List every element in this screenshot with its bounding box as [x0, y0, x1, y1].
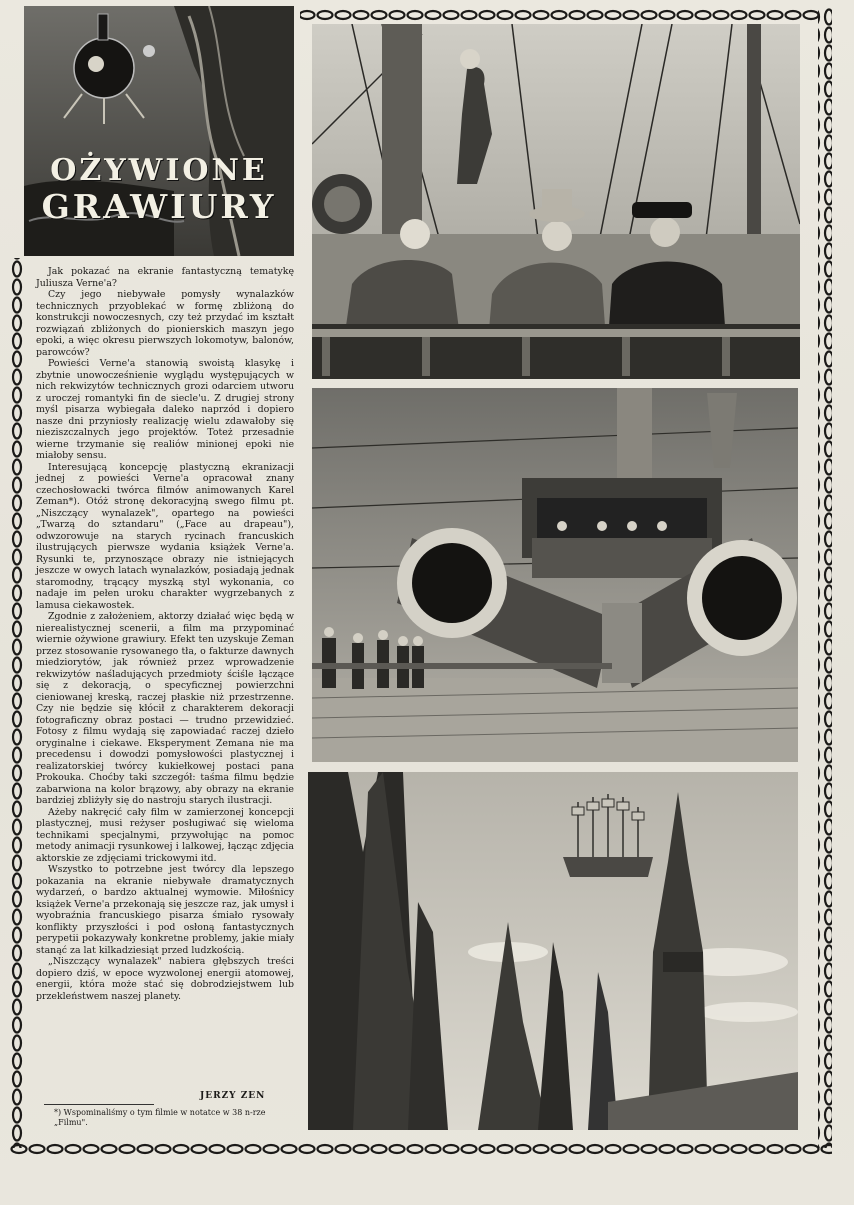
- film-still-ship-deck: [312, 24, 800, 379]
- paragraph: Powieści Verne'a stanowią swoistą klasykę i zbytnie unowocześnienie wyglądu występujących w nich rekwizytów technicznych grozi odarciem utworu z uroczej romantyki fin de siecle'u. Z drugiej strony myśl pisarza wybiegała daleko naprzód i dopiero nasze dni przyniosły realizację wielu zdawałoby się nieziszczalnych jego projektów. Toteż przesadnie wierne trzymanie się realiów minionej epoki nie miałoby sensu.: [36, 358, 294, 461]
- ship-deck-image: [312, 24, 800, 379]
- paragraph: „Niszczący wynalazek" nabiera głębszych treści dopiero dziś, w epoce wyzwolonej energii atomowej, energii, która może stać się dobrodziejstwem lub przekleństwem naszej planety.: [36, 956, 294, 1002]
- film-still-battleship-guns: [312, 388, 798, 762]
- paragraph: Czy jego niebywałe pomysły wynalazków technicznych przyoblekać w formę zbliżoną do konstrukcji nowoczesnych, czy też przydać im kształt rozwiązań zbliżonych do pionierskich maszyn jego epoki, a więc okresu pierwszych lokomotyw, balonów, parowców?: [36, 289, 294, 358]
- footnote: *) Wspominaliśmy o tym filmie w notatce w 38 n-rze „Filmu".: [54, 1108, 266, 1127]
- article-title: [34, 153, 284, 226]
- battleship-guns-image: [312, 388, 798, 762]
- film-still-cathedral-airship: [308, 772, 798, 1130]
- paragraph: Ażeby nakręcić cały film w zamierzonej koncepcji plastycznej, musi reżyser posługiwać się wieloma technikami specjalnymi, przywołując na pomoc metody animacji rysunkowej i lalkowej, łącząc zdjęcia aktorskie ze zdjęciami trickowymi itd.: [36, 806, 294, 864]
- title-line-1: OŻYWIONE: [50, 153, 268, 188]
- header-illustration: [24, 6, 294, 256]
- paragraph: Wszystko to potrzebne jest twórcy dla lepszego pokazania na ekranie niebywałe dramatycznych wydarzeń, o bardzo aktualnej wymowie. Miłośnicy książek Verne'a przekonają się jeszcze raz, jak umysł i wyobraźnia francuskiego pisarza śmiało rysowały konflikty przyszłości i pod osłoną fantastycznych perypetii pokazywały konkretne problemy, jakie miały stanąć za lat kilkadziesiąt przed ludzkością.: [36, 864, 294, 956]
- author-signature: JERZY ZEN: [200, 1091, 266, 1101]
- paragraph: Jak pokazać na ekranie fantastyczną tematykę Juliusza Verne'a?: [36, 266, 294, 289]
- article-body: [36, 266, 294, 1002]
- paragraph: Zgodnie z założeniem, aktorzy działać więc będą w nierealistycznej scenerii, a film ma przypominać wiernie ożywione grawiury. Efekt ten uzyskuje Zeman przez stosowanie rysowanego tła, o fakturze dawnych miedziorytów, jak również przez wprowadzenie rekwizytów naśladujących przedmioty ściśle łączące się z dekoracją, o specyficznej powierzchni cieniowanej kreską, raczej płaskie niż przestrzenne. Czy nie będzie się kłócił z charakterem dekoracji fotograficzny obraz postaci — trudno przewidzieć. Fotosy z filmu wydają się zapowiadać raczej dzieło oryginalne i ciekawe. Eksperyment Zemana nie ma precedensu i dowodzi pomysłowości plastycznej i realizatorskiej twórcy kukiełkowej postaci pana Prokouka. Choćby taki szczegół: taśma filmu będzie zabarwiona na kolor brązowy, aby obrazy na ekranie bardziej zbliżyły się do nastroju starych ilustracji.: [36, 611, 294, 806]
- title-line-2: GRAWIURY: [41, 187, 277, 226]
- paragraph: Interesującą koncepcję plastyczną ekranizacji jednej z powieści Verne'a opracował znany czechosłowacki twórca filmów animowanych Karel Zeman*). Otóż stronę dekoracyjną swego filmu pt. „Niszczący wynalazek", opartego na powieści „Twarzą do sztandaru" („Face au drapeau"), odwzorowuje na starych rycinach francuskich ilustrujących pierwsze wydania książek Verne'a. Rysunki te, przynoszące obrazy nie istniejących jeszcze w owych latach wynalazków, posiadają jednak staromodny, trącący myszką styl wykonania, co nadaje im pełen uroku charakter wygrzebanych z lamusa ciekawostek.: [36, 461, 294, 611]
- footnote-divider: [44, 1104, 154, 1105]
- cathedral-airship-image: [308, 772, 798, 1130]
